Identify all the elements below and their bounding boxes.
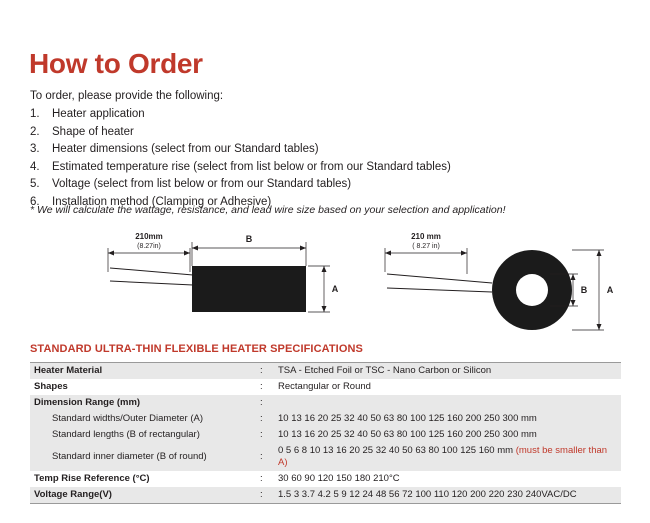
row-label: Voltage Range(V) <box>30 487 256 504</box>
lead-wire <box>110 281 193 285</box>
row-value: 30 60 90 120 150 180 210°C <box>274 471 621 487</box>
list-item <box>30 176 630 194</box>
lead-wire <box>387 288 492 292</box>
arrow-head <box>192 246 198 251</box>
row-label: Standard inner diameter (B of round) <box>30 443 256 471</box>
round-heater-diagram <box>385 232 614 330</box>
row-label: Standard lengths (B of rectangular) <box>30 427 256 443</box>
list-item-number: 3. <box>30 143 40 155</box>
list-item-number: 2. <box>30 125 40 138</box>
rect-height-label: A <box>331 284 339 294</box>
row-label: Heater Material <box>30 363 256 380</box>
round-outer-diameter-label: A <box>606 285 614 295</box>
spec-table-title: STANDARD ULTRA-THIN FLEXIBLE HEATER SPECIFICATIONS <box>30 343 363 355</box>
arrow-head <box>322 306 327 312</box>
list-item-number: 5. <box>30 178 40 190</box>
round-lead-length-inches: ( 8.27 in) <box>412 243 440 250</box>
calculation-note: * We will calculate the wattage, resistance, and lead wire size based on your selection and application! <box>30 204 506 216</box>
ordering-steps-list <box>30 106 630 211</box>
rect-lead-length-inches: (8.27in) <box>137 243 161 250</box>
row-colon: : <box>256 427 274 443</box>
arrow-head <box>571 274 576 280</box>
row-value: 10 13 16 20 25 32 40 50 63 80 100 125 160 200 250 300 mm <box>274 411 621 427</box>
spec-table <box>30 362 621 504</box>
table-row <box>30 363 621 380</box>
row-colon: : <box>256 443 274 471</box>
table-row <box>30 471 621 487</box>
row-label: Standard widths/Outer Diameter (A) <box>30 411 256 427</box>
arrow-head <box>571 300 576 306</box>
list-item-label: Installation method (Clamping or Adhesive) <box>52 195 272 208</box>
list-item-label: Voltage (select from list below or from our Standard tables) <box>52 178 352 190</box>
rectangular-heater-diagram <box>108 232 339 312</box>
lead-wire <box>110 268 193 275</box>
table-row <box>30 443 621 471</box>
row-colon: : <box>256 411 274 427</box>
arrow-head <box>300 246 306 251</box>
inner-diameter-warning: (must be smaller than A) <box>278 445 608 468</box>
row-value: 1.5 3 3.7 4.2 5 9 12 24 48 56 72 100 110 120 200 220 230 240VAC/DC <box>274 487 621 504</box>
list-item-number: 6. <box>30 195 40 208</box>
lead-wire <box>387 274 492 283</box>
row-colon: : <box>256 395 274 411</box>
list-item-number: 1. <box>30 108 40 120</box>
intro-text: To order, please provide the following: <box>30 90 224 102</box>
row-colon: : <box>256 471 274 487</box>
row-colon: : <box>256 487 274 504</box>
rect-width-label: B <box>245 234 253 244</box>
row-label: Dimension Range (mm) <box>30 395 256 411</box>
round-lead-length-label: 210 mm <box>411 232 441 241</box>
table-row <box>30 427 621 443</box>
row-value <box>274 395 621 411</box>
arrow-head <box>597 324 602 330</box>
list-item-number: 4. <box>30 160 40 173</box>
arrow-head <box>385 251 391 256</box>
list-item <box>30 106 630 124</box>
row-colon: : <box>256 379 274 395</box>
list-item-label: Estimated temperature rise (select from list below or from our Standard tables) <box>52 160 451 173</box>
arrow-head <box>461 251 467 256</box>
table-row <box>30 379 621 395</box>
row-label: Shapes <box>30 379 256 395</box>
table-row <box>30 487 621 504</box>
row-value: TSA - Etched Foil or TSC - Nano Carbon or Silicon <box>274 363 621 380</box>
arrow-head <box>597 250 602 256</box>
round-inner-diameter-label: B <box>580 285 588 295</box>
round-heater-hole <box>516 274 548 306</box>
rectangular-heater-body <box>192 266 306 312</box>
table-row <box>30 411 621 427</box>
list-item-label: Heater dimensions (select from our Standard tables) <box>52 143 319 155</box>
list-item-label: Heater application <box>52 108 145 120</box>
list-item-label: Shape of heater <box>52 125 134 138</box>
table-row <box>30 395 621 411</box>
arrow-head <box>108 251 114 256</box>
list-item <box>30 159 630 177</box>
row-value <box>274 443 621 471</box>
arrow-head <box>184 251 190 256</box>
row-value: 10 13 16 20 25 32 40 50 63 80 100 125 160 200 250 300 mm <box>274 427 621 443</box>
heater-diagram-svg <box>30 228 630 340</box>
row-value: Rectangular or Round <box>274 379 621 395</box>
page-title: How to Order <box>29 48 203 79</box>
rect-lead-length-label: 210mm <box>135 232 163 241</box>
heater-diagrams <box>30 228 630 340</box>
row-label: Temp Rise Reference (°C) <box>30 471 256 487</box>
list-item <box>30 124 630 142</box>
row-value-text: 0 5 6 8 10 13 16 20 25 32 40 50 63 80 100 125 160 mm <box>278 445 514 456</box>
arrow-head <box>322 266 327 272</box>
row-colon: : <box>256 363 274 380</box>
list-item <box>30 141 630 159</box>
